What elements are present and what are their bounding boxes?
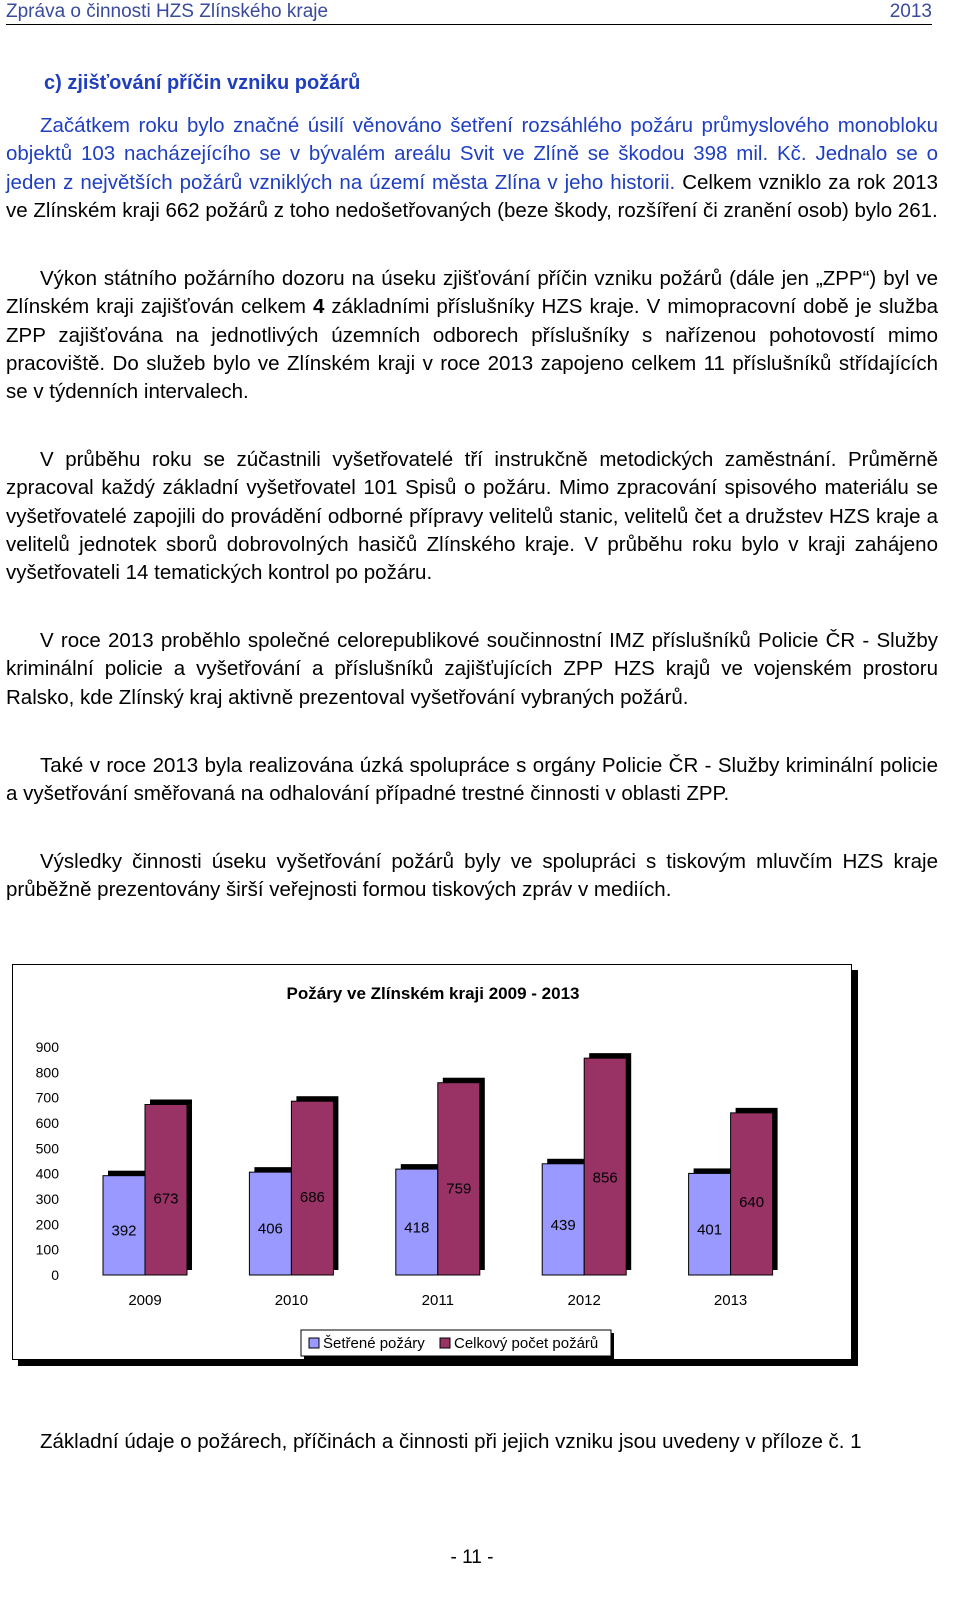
y-tick-label: 700 [35,1089,59,1106]
data-label: 439 [550,1216,576,1234]
chart-canvas [13,965,851,1359]
paragraph-6: Výsledky činnosti úseku vyšetřování požárů byly ve spolupráci s tiskovým mluvčím HZS kraje průběžně prezentovány širší veřejnosti formou tiskových zpráv v mediích. [6,850,938,902]
data-label: 673 [153,1190,179,1208]
page-header [6,0,932,25]
paragraph-4: V roce 2013 proběhlo společné celorepublikové součinnostní IMZ příslušníků Policie ČR - Služby kriminální policie a vyšetřování a příslušníků zajišťujících ZPP HZS krajů ve vojenském prostoru Ralsko, kde Zlínský kraj aktivně prezentoval vyšetřování vybraných požárů. [6,629,938,709]
paragraph-5: Také v roce 2013 byla realizována úzká spolupráce s orgány Policie ČR - Služby kriminální policie a vyšetřování směřovaná na odhalování případné trestné činnosti v oblasti ZPP. [6,754,938,806]
bar-total-fires [438,1083,480,1275]
legend-swatch-investigated [309,1338,319,1348]
x-tick-label: 2012 [567,1292,601,1309]
data-label: 640 [739,1194,765,1212]
legend-label-investigated: Šetřené požáry [323,1335,425,1352]
y-tick-label: 500 [35,1140,59,1157]
y-tick-label: 0 [51,1267,59,1283]
investigator-count: 4 [312,295,325,319]
data-label: 406 [257,1220,283,1238]
paragraph-1 [6,112,938,225]
x-tick-label: 2011 [421,1292,454,1309]
y-tick-label: 100 [35,1241,59,1258]
y-tick-label: 300 [35,1191,59,1207]
header-year: 2013 [889,1,932,22]
bar-total-fires [584,1058,626,1275]
y-tick-label: 200 [35,1216,59,1233]
x-tick-label: 2010 [274,1292,309,1309]
y-tick-label: 900 [35,1039,59,1055]
legend-label-total: Celkový počet požárů [454,1335,599,1352]
data-label: 856 [592,1169,618,1187]
paragraph-3: V průběhu roku se zúčastnili vyšetřovatelé tří instrukčně metodických zaměstnání. Průměrně zpracoval každý základní vyšetřovatel 101 Spisů o požáru. Mimo zpracování spisového materiálu se vyšetřovatelé zapojili do provádění odborné přípravy velitelů stanic, velitelů čet a družstev HZS kraje a velitelů jednotek sborů dobrovolných hasičů Zlínského kraje. V průběhu roku bylo v kraji zahájeno vyšetřovateli 14 tematických kontrol po požáru. [6,448,938,585]
paragraph-1-summary: Celkem vzniklo za rok 2013 ve Zlínském kraji 662 požárů z toho nedošetřovaných (beze škody, rozšíření či zranění osob) bylo 261. [6,170,938,222]
data-label: 759 [446,1180,472,1198]
x-tick-label: 2013 [713,1292,748,1309]
legend-swatch-total [440,1338,450,1348]
header-title: Zpráva o činnosti HZS Zlínského kraje [6,1,329,22]
fires-chart [12,964,852,1360]
paragraph-1-intro: Začátkem roku bylo značné úsilí věnováno šetření rozsáhlého požáru průmyslového monobloku objektů 103 nacházejícího se v bývalém areálu Svit ve Zlíně se škodou 398 mil. Kč. Jednalo se o jeden z největších požárů vzniklých na území města Zlína v jeho historii. [6,114,938,194]
y-tick-label: 600 [35,1115,59,1131]
section-heading: c) zjišťování příčin vzniku požárů [44,72,361,94]
y-tick-label: 800 [35,1064,59,1081]
paragraph-7: Základní údaje o požárech, příčinách a činnosti při jejich vzniku jsou uvedeny v příloze č. 1 [40,1430,862,1453]
data-label: 418 [404,1219,430,1237]
data-label: 392 [111,1222,137,1240]
x-tick-label: 2009 [128,1292,162,1309]
page-number: - 11 - [450,1547,494,1568]
chart-title: Požáry ve Zlínském kraji 2009 - 2013 [286,984,580,1003]
paragraph-2: Výkon státního požárního dozoru na úseku zjišťování příčin vzniku požárů (dále jen „ZPP“) byl ve Zlínském kraji zajišťován celkem 4 základními příslušníky HZS kraje. V mimopracovní době je služba ZPP zajišťována na jednotlivých územních odborech příslušníky s nařízenou pohotovostí mimo pracoviště. Do služeb bylo ve Zlínském kraji v roce 2013 zapojeno celkem 11 příslušníků střídajících se v týdenních intervalech. [6,267,939,404]
data-label: 401 [697,1221,723,1239]
y-tick-label: 400 [35,1165,59,1182]
data-label: 686 [299,1188,325,1206]
